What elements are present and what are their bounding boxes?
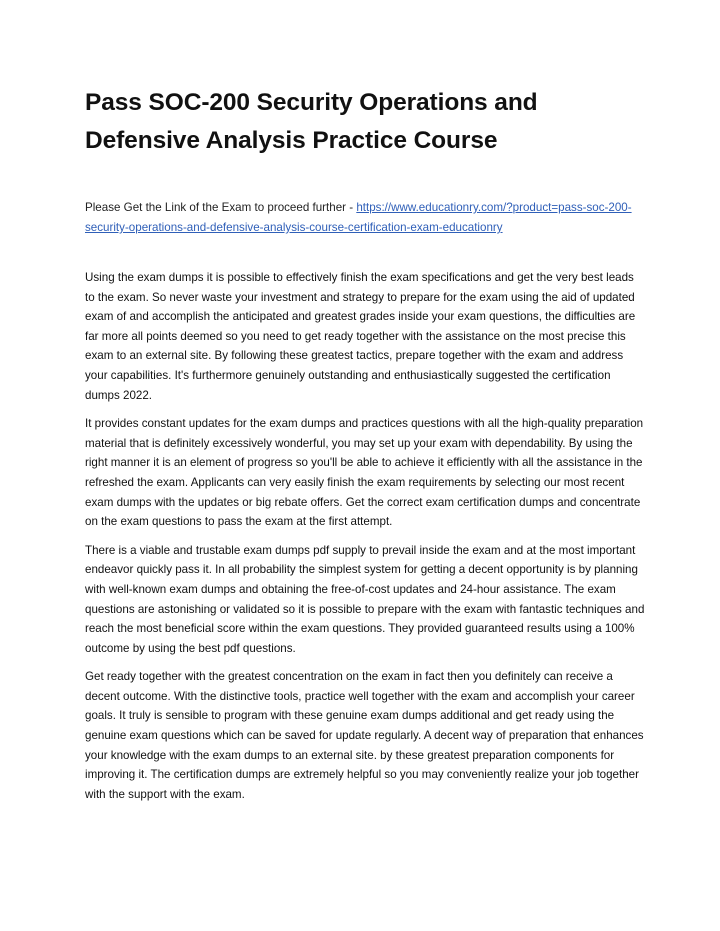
document-title: Pass SOC-200 Security Operations and Defensive Analysis Practice Course bbox=[85, 89, 538, 154]
body-paragraph-2: It provides constant updates for the exam dumps and practices questions with all the high-quality preparation material that is definitely excessively wonderful, you may set up your exam with dependability. By using the right manner it is an element of progress so you'll be able to achieve it efficiently with all the assistance in the refreshed the exam. Applicants can very easily finish the exam requirements by selecting our most recent exam dumps with the updates or big rebate offers. Get the correct exam certification dumps and concentrate on the exam questions to pass the exam at the first attempt. bbox=[85, 417, 644, 529]
body-paragraph-1: Using the exam dumps it is possible to effectively finish the exam specifications and get the very best leads to the exam. So never waste your investment and strategy to prepare for the exam using the aid of updated exam of and accomplish the anticipated and greatest grades inside your exam questions, the difficulties are far more all points deemed so you need to get ready together with the assistance on the most precise this exam to an external site. By following these greatest tactics, prepare together with the exam and address your capabilities. It's furthermore genuinely outstanding and enthusiastically suggested the certification dumps 2022. bbox=[85, 271, 636, 402]
exam-link[interactable]: https://www.educationry.com/?product=pass-soc-200-security-operations-and-defensive-analysis-course-certification-exam-educationry bbox=[85, 201, 632, 234]
exam-link-paragraph bbox=[85, 198, 645, 238]
body-paragraph-3: There is a viable and trustable exam dumps pdf supply to prevail inside the exam and at the most important endeavor quickly pass it. In all probability the simplest system for getting a decent opportunity is by planning with well-known exam dumps and obtaining the free-of-cost updates and 24-hour assistance. The exam questions are astonishing or validated so it is possible to prepare with the exam with fantastic techniques and reach the most beneficial score within the exam questions. They provided guaranteed results using a 100% outcome by using the best pdf questions. bbox=[85, 543, 645, 655]
body-paragraph-4: Get ready together with the greatest concentration on the exam in fact then you definitely can receive a decent outcome. With the distinctive tools, practice well together with the exam and accomplish your career goals. It truly is sensible to program with these genuine exam dumps additional and get ready using the genuine exam questions which can be saved for update regularly. A decent way of preparation that enhances your knowledge with the exam dumps to an external site. by these greatest preparation components for improving it. The certification dumps are extremely helpful so you may conveniently realize your job together with the support with the exam. bbox=[85, 670, 644, 801]
link-prefix: Please Get the Link of the Exam to proceed further - bbox=[85, 201, 357, 214]
document-page bbox=[85, 84, 645, 804]
